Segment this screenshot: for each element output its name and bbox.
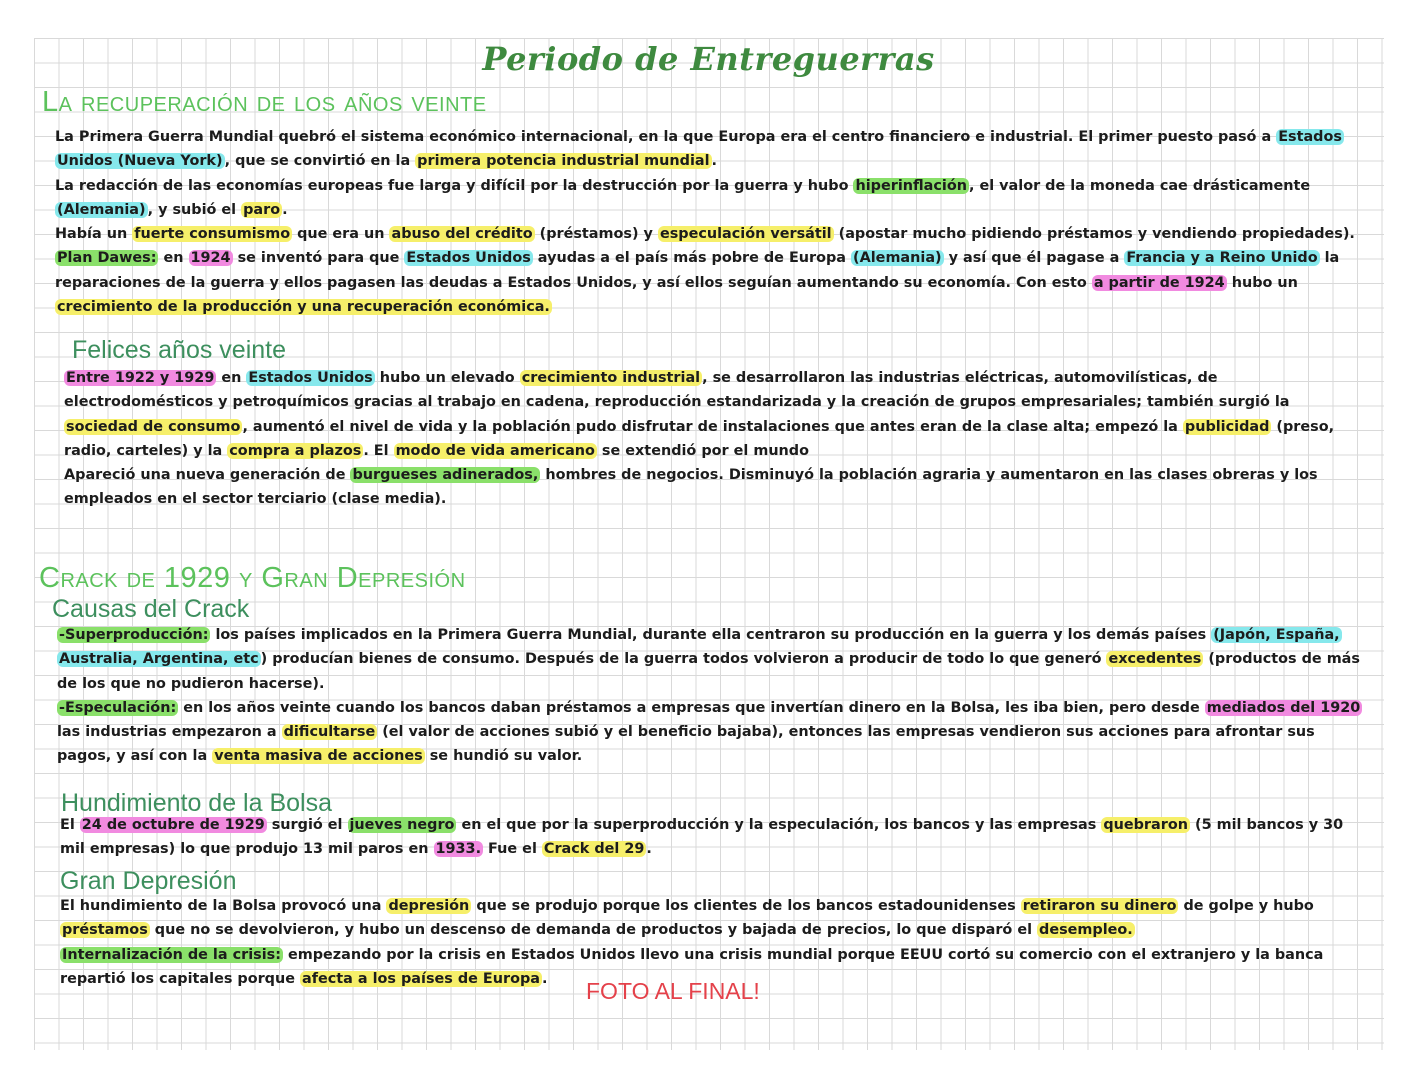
paragraph-recuperacion — [55, 125, 1355, 319]
paragraph-hundimiento-bolsa — [60, 813, 1350, 862]
highlighted-term: 24 de octubre de 1929 — [81, 817, 265, 833]
text-run: empezando por la crisis en Estados Unidos llevo una crisis mundial porque EEUU cortó su comercio con el extranjero y la banca — [282, 946, 1324, 963]
text-run: . — [646, 841, 652, 858]
text-run: El — [60, 817, 80, 833]
highlighted-term: -Superproducción: — [59, 627, 209, 643]
highlighted-term: retiraron su dinero — [1022, 898, 1177, 914]
text-line — [55, 198, 1345, 222]
highlighted-term: 1933. — [435, 841, 482, 858]
text-run: , y subió el — [147, 201, 242, 218]
text-run: Fue el — [483, 841, 542, 858]
text-run: El hundimiento de la Bolsa provocó una — [60, 898, 387, 914]
highlighted-term: Francia y a Reino Unido — [1126, 250, 1318, 267]
highlighted-term: quebraron — [1103, 817, 1188, 833]
text-run: , aumentó el nivel de vida y la población pudo disfrutar de instalaciones que antes eran de la clase alta; empezó la — [242, 418, 1183, 435]
text-run: Apareció una nueva generación de — [64, 467, 351, 484]
highlighted-term: paro — [243, 201, 281, 218]
text-run: de golpe y hubo — [1178, 898, 1314, 914]
highlighted-term: (Japón, España, — [1213, 627, 1340, 643]
text-run: pagos, y así con la — [57, 748, 213, 765]
highlighted-term: abuso del crédito — [391, 226, 533, 243]
highlighted-term: Internalización de la crisis: — [62, 946, 281, 963]
highlighted-term: publicidad — [1184, 418, 1270, 435]
highlighted-term: desempleo. — [1039, 922, 1133, 939]
highlighted-term: burgueses adinerados, — [352, 467, 539, 484]
text-run: repartió los capitales porque — [60, 970, 301, 987]
highlighted-term: venta masiva de acciones — [214, 748, 423, 765]
text-run: las industrias empezaron a — [57, 724, 282, 741]
text-line — [60, 837, 1350, 861]
text-run: mil empresas) lo que produjo 13 mil paros en — [60, 841, 434, 858]
highlighted-term: modo de vida americano — [395, 442, 595, 459]
text-line — [55, 295, 1345, 319]
text-line — [57, 720, 1347, 744]
text-run: (el valor de acciones subió y el beneficio bajaba), entonces las empresas vendieron sus acciones para afrontar sus — [377, 724, 1315, 741]
text-run: (apostar mucho pidiendo préstamos y vendiendo propiedades). — [833, 226, 1355, 243]
text-run: de los que no pudieron hacerse). — [57, 675, 325, 692]
text-run: en — [158, 250, 189, 267]
highlighted-term: compra a plazos — [229, 442, 362, 459]
text-run: reparaciones de la guerra y ellos pagasen las deudas a Estados Unidos, y así ellos seguían aumentando su economía. Con esto — [55, 274, 1092, 291]
text-run: , el valor de la moneda cae drásticamente — [968, 177, 1311, 194]
highlighted-term: crecimiento industrial — [521, 370, 701, 386]
highlighted-term: -Especulación: — [59, 699, 177, 716]
text-run: la — [1319, 250, 1340, 267]
subheading-felices-anos-veinte: Felices años veinte — [72, 336, 287, 364]
highlighted-term: (Alemania) — [57, 201, 146, 218]
text-line — [64, 487, 1354, 511]
highlighted-term: especulación versátil — [659, 226, 832, 243]
text-line — [60, 813, 1350, 837]
text-run: . — [541, 970, 548, 987]
text-run: que no se devolvieron, y hubo un descenso de demanda de productos y bajada de precios, lo que disparó el — [149, 922, 1038, 939]
text-run: . — [282, 201, 288, 218]
text-line — [64, 415, 1354, 439]
text-run: ayudas a el país más pobre de Europa — [532, 250, 852, 267]
text-run: hombres de negocios. Disminuyó la población agraria y aumentaron en las clases obreras y los — [540, 467, 1318, 484]
text-run: se hundió su valor. — [424, 748, 583, 765]
text-line — [64, 390, 1354, 414]
highlighted-term: fuerte consumismo — [134, 226, 291, 243]
text-run: se inventó para que — [232, 250, 405, 267]
highlighted-term: jueves negro — [349, 817, 455, 833]
highlighted-term: dificultarse — [283, 724, 376, 741]
text-run: La redacción de las economías europeas fue larga y difícil por la destrucción por la guerra y hubo — [55, 177, 854, 194]
highlighted-term: Estados — [1278, 129, 1342, 145]
text-run: (productos de más — [1203, 651, 1360, 668]
highlighted-term: mediados del 1920 — [1206, 699, 1361, 716]
text-run: en el que por la superproducción y la especulación, los bancos y las empresas — [456, 817, 1102, 833]
text-run: La Primera Guerra Mundial quebró el sistema económico internacional, en la que Europa era el centro financiero e industrial. El primer puesto pasó a — [55, 129, 1277, 145]
highlighted-term: depresión — [388, 898, 470, 914]
text-line — [55, 222, 1355, 246]
highlighted-term: crecimiento de la producción y una recuperación económica. — [57, 299, 550, 316]
footer-note: FOTO AL FINAL! — [586, 978, 760, 1004]
highlighted-term: hiperinflación — [855, 177, 967, 194]
text-run: , se desarrollaron las industrias eléctricas, automovilísticas, de — [702, 370, 1218, 386]
highlighted-term: excedentes — [1108, 651, 1202, 668]
highlighted-term: Crack del 29 — [543, 841, 645, 858]
highlighted-term: a partir de 1924 — [1093, 274, 1225, 291]
highlighted-term: (Alemania) — [853, 250, 942, 267]
text-run: . — [711, 153, 718, 170]
text-line — [57, 647, 1360, 671]
text-run: y así que él pagase a — [943, 250, 1125, 267]
subheading-hundimiento-bolsa: Hundimiento de la Bolsa — [61, 789, 332, 817]
text-run: empleados en el sector terciario (clase media). — [64, 491, 447, 508]
text-line — [60, 943, 1350, 967]
highlighted-term: Estados Unidos — [406, 250, 531, 267]
text-run: en los años veinte cuando los bancos daban préstamos a empresas que invertían dinero en la Bolsa, les iba bien, pero desde — [178, 699, 1205, 716]
text-run: (5 mil bancos y 30 — [1189, 817, 1344, 833]
text-line — [55, 271, 1345, 295]
section-heading-crack: Crack de 1929 y Gran Depresión — [39, 562, 466, 594]
text-run: (préstamos) y — [534, 226, 658, 243]
subheading-causas-del-crack: Causas del Crack — [52, 595, 250, 623]
paragraph-gran-depresion — [60, 894, 1350, 991]
text-line — [64, 366, 1354, 390]
paragraph-felices-anos-veinte — [64, 366, 1354, 512]
text-line — [60, 894, 1350, 918]
highlighted-term: Entre 1922 y 1929 — [66, 370, 215, 386]
highlighted-term: afecta a los países de Europa — [302, 970, 540, 987]
text-run: hubo un — [1226, 274, 1298, 291]
highlighted-term: 1924 — [190, 250, 231, 267]
text-line — [55, 246, 1345, 270]
section-heading-recuperacion: La recuperación de los años veinte — [42, 86, 487, 118]
text-line — [57, 623, 1347, 647]
text-run: que era un — [292, 226, 390, 243]
text-line — [64, 463, 1354, 487]
text-run: los países implicados en la Primera Guerra Mundial, durante ella centraron su producción en la guerra y los demás países — [210, 627, 1212, 643]
paragraph-causas-del-crack — [57, 623, 1361, 769]
text-run: ) producían bienes de consumo. Después de la guerra todos volvieron a producir de todo lo que generó — [260, 651, 1107, 668]
text-line — [55, 149, 1345, 173]
text-run: (preso, — [1271, 418, 1335, 435]
text-run: se extendió por el mundo — [596, 442, 809, 459]
text-line — [57, 744, 1347, 768]
text-line — [55, 174, 1345, 198]
text-run: hubo un elevado — [374, 370, 520, 386]
highlighted-term: sociedad de consumo — [66, 418, 241, 435]
highlighted-term: Estados Unidos — [248, 370, 373, 386]
text-line — [60, 918, 1350, 942]
text-run: surgió el — [266, 817, 348, 833]
highlighted-term: primera potencia industrial mundial — [417, 153, 710, 170]
text-run: , que se convirtió en la — [224, 153, 416, 170]
text-line — [64, 439, 1354, 463]
text-line — [57, 672, 1347, 696]
text-run: radio, carteles) y la — [64, 442, 228, 459]
text-run: que se produjo porque los clientes de los bancos estadounidenses — [471, 898, 1021, 914]
page-title: Periodo de Entreguerras — [482, 40, 935, 78]
text-run: . El — [363, 442, 394, 459]
text-line — [57, 696, 1361, 720]
highlighted-term: Plan Dawes: — [57, 250, 157, 267]
highlighted-term: Unidos (Nueva York) — [57, 153, 223, 170]
text-run: en — [216, 370, 247, 386]
text-run: electrodomésticos y petroquímicos gracias al trabajo en cadena, reproducción estandarizada y la creación de grupos empresariales; también surgió la — [64, 394, 1290, 411]
subheading-gran-depresion: Gran Depresión — [60, 867, 237, 895]
highlighted-term: Australia, Argentina, etc — [59, 651, 259, 668]
text-run: Había un — [55, 226, 133, 243]
highlighted-term: préstamos — [62, 922, 148, 939]
text-line — [55, 125, 1345, 149]
